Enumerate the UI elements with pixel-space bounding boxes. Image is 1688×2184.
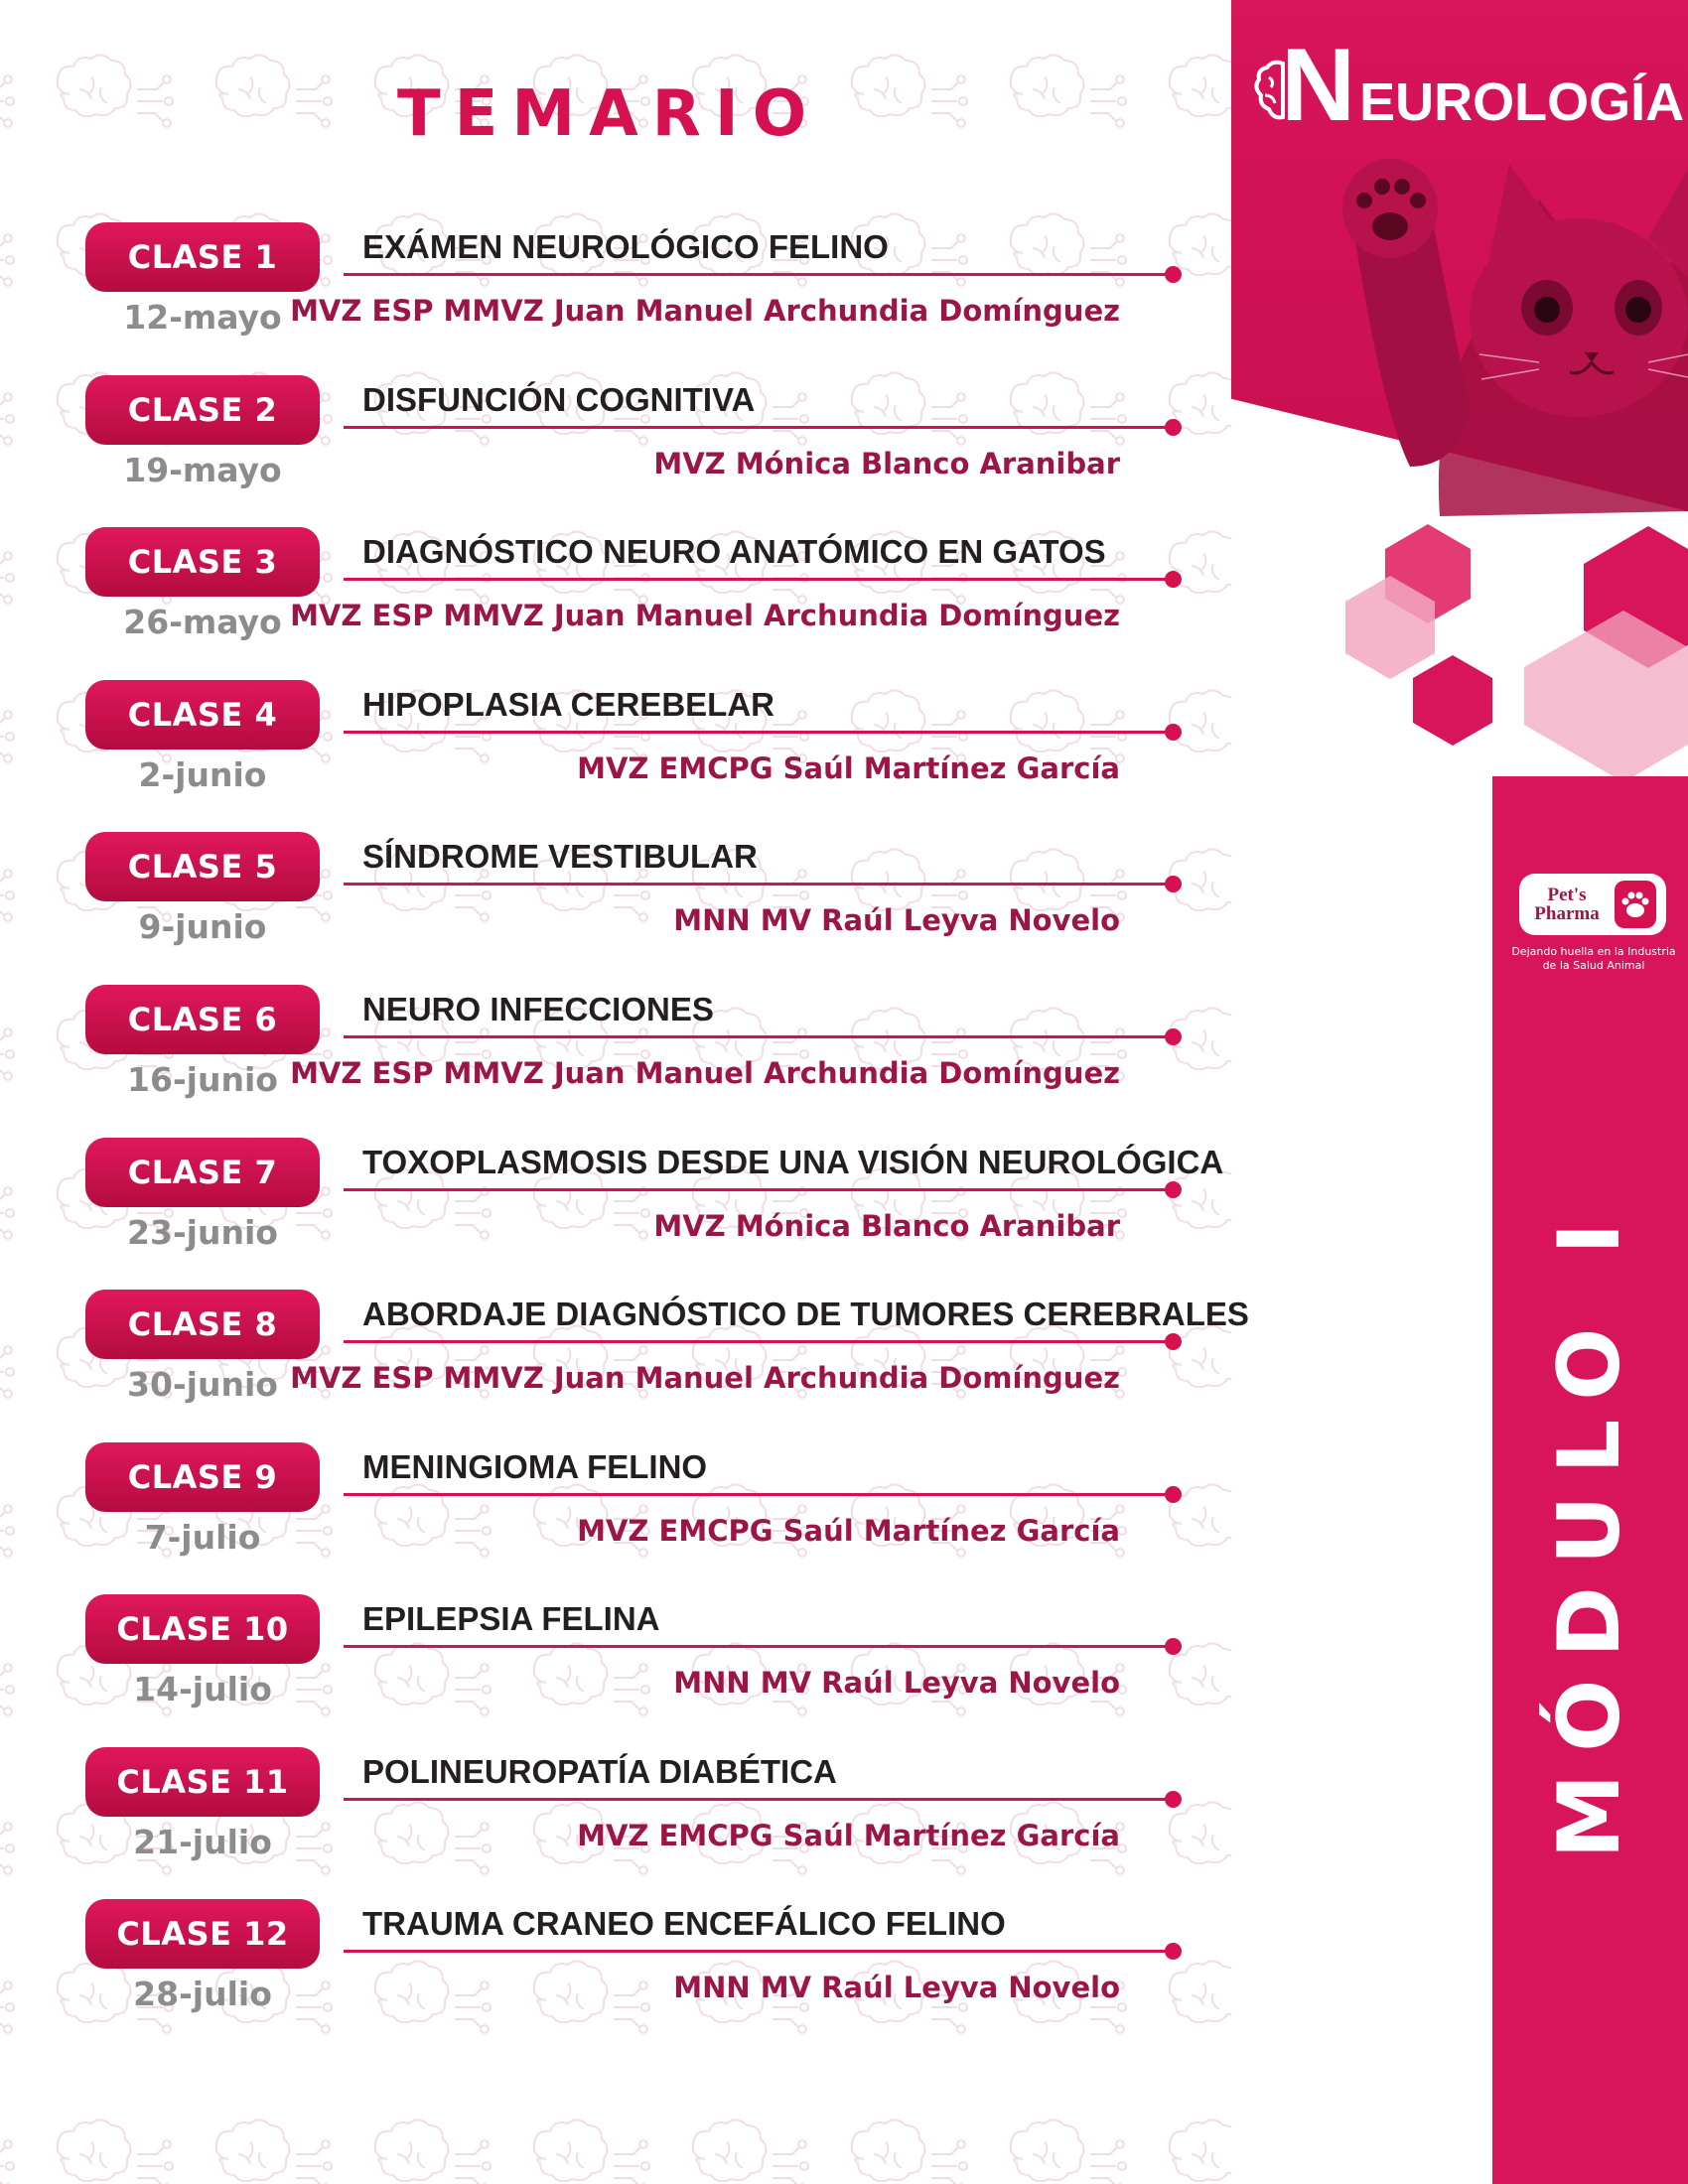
class-badge: CLASE 11 bbox=[85, 1747, 320, 1817]
logo-line-1: Pet's bbox=[1547, 885, 1587, 905]
class-date: 12-mayo bbox=[123, 298, 282, 337]
class-date: 14-julio bbox=[133, 1670, 272, 1708]
class-row bbox=[0, 1747, 1192, 1896]
class-badge: CLASE 10 bbox=[85, 1594, 320, 1664]
sponsor-tagline: Dejando huella en la Industria de la Salud Animal bbox=[1511, 945, 1676, 972]
class-speaker: MVZ ESP MMVZ Juan Manuel Archundia Domínguez bbox=[290, 599, 1120, 632]
line-end-dot bbox=[1165, 1791, 1182, 1808]
class-row bbox=[0, 1899, 1192, 2048]
class-topic: DISFUNCIÓN COGNITIVA bbox=[362, 381, 756, 418]
class-topic: TRAUMA CRANEO ENCEFÁLICO FELINO bbox=[362, 1905, 1006, 1942]
class-date: 9-junio bbox=[138, 907, 267, 946]
hexagon-decoration bbox=[1345, 516, 1688, 814]
class-topic: SÍNDROME VESTIBULAR bbox=[362, 838, 758, 875]
class-badge: CLASE 12 bbox=[85, 1899, 320, 1969]
class-topic: EPILEPSIA FELINA bbox=[362, 1600, 660, 1637]
class-date: 19-mayo bbox=[123, 451, 282, 489]
class-badge: CLASE 7 bbox=[85, 1138, 320, 1207]
line-end-dot bbox=[1165, 1638, 1182, 1655]
class-topic: TOXOPLASMOSIS DESDE UNA VISIÓN NEUROLÓGICA bbox=[362, 1144, 1224, 1180]
divider-line bbox=[344, 426, 1174, 429]
class-speaker: MVZ ESP MMVZ Juan Manuel Archundia Domínguez bbox=[290, 1361, 1120, 1395]
line-end-dot bbox=[1165, 1943, 1182, 1960]
divider-line bbox=[344, 1798, 1174, 1801]
line-end-dot bbox=[1165, 1333, 1182, 1350]
class-speaker: MNN MV Raúl Leyva Novelo bbox=[673, 1971, 1120, 2004]
class-badge: CLASE 5 bbox=[85, 832, 320, 901]
divider-line bbox=[344, 578, 1174, 581]
class-badge: CLASE 1 bbox=[85, 222, 320, 292]
class-badge: CLASE 3 bbox=[85, 527, 320, 597]
line-end-dot bbox=[1165, 876, 1182, 892]
class-topic: HIPOPLASIA CEREBELAR bbox=[362, 686, 774, 723]
class-badge: CLASE 6 bbox=[85, 985, 320, 1054]
class-date: 2-junio bbox=[138, 755, 267, 794]
brand-name: EUROLOGÍA bbox=[1359, 72, 1685, 132]
class-row bbox=[0, 1594, 1192, 1743]
brand-initial: N bbox=[1281, 28, 1356, 143]
class-speaker: MVZ EMCPG Saúl Martínez García bbox=[577, 1514, 1120, 1548]
sponsor-logo bbox=[1519, 874, 1666, 935]
brand-logo bbox=[1253, 28, 1685, 143]
class-topic: DIAGNÓSTICO NEURO ANATÓMICO EN GATOS bbox=[362, 533, 1106, 570]
class-date: 21-julio bbox=[133, 1823, 272, 1861]
divider-line bbox=[344, 273, 1174, 276]
class-speaker: MNN MV Raúl Leyva Novelo bbox=[673, 1666, 1120, 1700]
class-topic: EXÁMEN NEUROLÓGICO FELINO bbox=[362, 228, 889, 265]
class-speaker: MVZ ESP MMVZ Juan Manuel Archundia Domínguez bbox=[290, 1056, 1120, 1090]
class-row bbox=[0, 832, 1192, 981]
class-row bbox=[0, 1290, 1249, 1438]
line-end-dot bbox=[1165, 266, 1182, 283]
divider-line bbox=[344, 1340, 1174, 1343]
class-topic: NEURO INFECCIONES bbox=[362, 991, 714, 1027]
kitten-illustration bbox=[1291, 149, 1688, 516]
class-row bbox=[0, 1138, 1224, 1287]
class-speaker: MVZ EMCPG Saúl Martínez García bbox=[577, 751, 1120, 785]
module-label: MÓDULO I bbox=[1540, 1200, 1639, 1859]
class-row bbox=[0, 375, 1192, 524]
divider-line bbox=[344, 731, 1174, 734]
line-end-dot bbox=[1165, 419, 1182, 436]
class-row bbox=[0, 1442, 1192, 1591]
class-topic: POLINEUROPATÍA DIABÉTICA bbox=[362, 1753, 837, 1790]
class-date: 16-junio bbox=[127, 1060, 278, 1099]
class-row bbox=[0, 985, 1192, 1134]
class-date: 23-junio bbox=[127, 1213, 278, 1252]
page-title: TEMARIO bbox=[397, 77, 821, 151]
line-end-dot bbox=[1165, 1181, 1182, 1198]
divider-line bbox=[344, 1493, 1174, 1496]
line-end-dot bbox=[1165, 724, 1182, 741]
class-topic: ABORDAJE DIAGNÓSTICO DE TUMORES CEREBRALES bbox=[362, 1296, 1249, 1332]
divider-line bbox=[344, 1188, 1174, 1191]
class-badge: CLASE 9 bbox=[85, 1442, 320, 1512]
class-row bbox=[0, 527, 1192, 676]
class-speaker: MVZ Mónica Blanco Aranibar bbox=[653, 1209, 1120, 1243]
class-row bbox=[0, 222, 1192, 371]
divider-line bbox=[344, 1035, 1174, 1038]
class-date: 7-julio bbox=[144, 1518, 261, 1557]
line-end-dot bbox=[1165, 1486, 1182, 1503]
logo-line-2: Pharma bbox=[1534, 903, 1600, 924]
paw-icon bbox=[1615, 881, 1656, 928]
line-end-dot bbox=[1165, 1028, 1182, 1045]
class-date: 30-junio bbox=[127, 1365, 278, 1404]
class-date: 28-julio bbox=[133, 1975, 272, 2013]
divider-line bbox=[344, 883, 1174, 886]
class-badge: CLASE 2 bbox=[85, 375, 320, 445]
class-speaker: MVZ ESP MMVZ Juan Manuel Archundia Domínguez bbox=[290, 294, 1120, 328]
divider-line bbox=[344, 1645, 1174, 1648]
class-speaker: MNN MV Raúl Leyva Novelo bbox=[673, 903, 1120, 937]
class-topic: MENINGIOMA FELINO bbox=[362, 1448, 708, 1485]
class-speaker: MVZ Mónica Blanco Aranibar bbox=[653, 447, 1120, 480]
class-date: 26-mayo bbox=[123, 603, 282, 641]
class-speaker: MVZ EMCPG Saúl Martínez García bbox=[577, 1819, 1120, 1852]
class-row bbox=[0, 680, 1192, 829]
divider-line bbox=[344, 1950, 1174, 1953]
class-badge: CLASE 4 bbox=[85, 680, 320, 750]
line-end-dot bbox=[1165, 571, 1182, 588]
class-badge: CLASE 8 bbox=[85, 1290, 320, 1359]
